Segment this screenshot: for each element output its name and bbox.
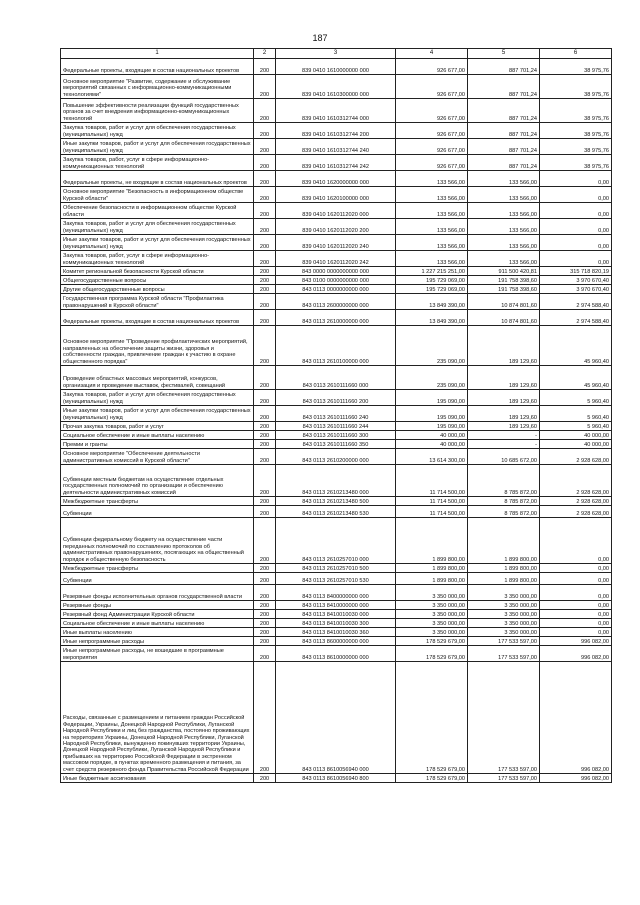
table-row	[61, 774, 612, 783]
row-unexecuted-amount: 996 082,00	[540, 646, 612, 662]
table-row	[61, 171, 612, 187]
row-unexecuted-amount: 0,00	[540, 171, 612, 187]
row-admin-code: 200	[254, 310, 276, 326]
row-admin-code: 200	[254, 564, 276, 573]
row-executed-amount: 191 758 398,60	[468, 285, 540, 294]
row-executed-amount: 133 566,00	[468, 187, 540, 203]
row-admin-code: 200	[254, 203, 276, 219]
row-executed-amount: 8 785 872,00	[468, 497, 540, 506]
table-row	[61, 440, 612, 449]
table-row	[61, 518, 612, 564]
column-header: 5	[468, 49, 540, 59]
column-header: 4	[396, 49, 468, 59]
row-budget-code: 843 0113 2610111660 200	[276, 390, 396, 406]
row-executed-amount: 8 785 872,00	[468, 465, 540, 497]
row-name: Закупка товаров, работ, услуг в сфере информационно-коммуникационных технологий	[61, 155, 254, 171]
row-executed-amount: 189 129,60	[468, 406, 540, 422]
row-budget-code: 843 0113 8610056940 800	[276, 774, 396, 783]
row-executed-amount: 133 566,00	[468, 203, 540, 219]
row-executed-amount: -	[468, 440, 540, 449]
row-approved-amount: 1 227 215 251,00	[396, 267, 468, 276]
row-unexecuted-amount: 2 974 588,40	[540, 310, 612, 326]
row-unexecuted-amount: 996 082,00	[540, 662, 612, 774]
row-budget-code: 843 0113 2610100000 000	[276, 326, 396, 366]
row-unexecuted-amount: 0,00	[540, 564, 612, 573]
row-executed-amount: 3 350 000,00	[468, 585, 540, 601]
row-budget-code: 843 0113 8610056940 000	[276, 662, 396, 774]
row-unexecuted-amount: 996 082,00	[540, 637, 612, 646]
row-executed-amount: 887 701,24	[468, 123, 540, 139]
row-name: Проведение областных массовых мероприятий, конкурсов, организация и проведение выставок, фестивалей, совещаний	[61, 366, 254, 390]
row-budget-code: 843 0113 2610111660 244	[276, 422, 396, 431]
row-unexecuted-amount: 996 082,00	[540, 774, 612, 783]
table-row	[61, 123, 612, 139]
row-admin-code: 200	[254, 506, 276, 518]
row-executed-amount: 887 701,24	[468, 139, 540, 155]
row-executed-amount: 189 129,60	[468, 390, 540, 406]
row-budget-code: 843 0113 2610213480 530	[276, 506, 396, 518]
row-budget-code: 843 0113 8610000000 000	[276, 646, 396, 662]
table-row	[61, 465, 612, 497]
row-name: Основное мероприятие "Развитие, содержание и обслуживание мероприятий связанных с информационно-коммуникационными технологиями"	[61, 75, 254, 99]
table-row	[61, 310, 612, 326]
page-number: 187	[312, 33, 328, 43]
row-unexecuted-amount: 0,00	[540, 573, 612, 585]
row-admin-code: 200	[254, 171, 276, 187]
row-executed-amount: 133 566,00	[468, 171, 540, 187]
row-admin-code: 200	[254, 285, 276, 294]
row-admin-code: 200	[254, 276, 276, 285]
row-budget-code: 839 0410 1620112020 242	[276, 251, 396, 267]
row-admin-code: 200	[254, 431, 276, 440]
row-unexecuted-amount: 2 928 628,00	[540, 465, 612, 497]
row-approved-amount: 195 729 069,00	[396, 276, 468, 285]
table-row	[61, 276, 612, 285]
row-name: Комитет региональной безопасности Курской области	[61, 267, 254, 276]
table-row	[61, 573, 612, 585]
table-row	[61, 59, 612, 75]
row-executed-amount: 10 685 672,00	[468, 449, 540, 465]
row-budget-code: 843 0113 8600000000 000	[276, 637, 396, 646]
table-row	[61, 155, 612, 171]
table-row	[61, 99, 612, 123]
table-row	[61, 646, 612, 662]
row-name: Субвенции	[61, 506, 254, 518]
row-name: Основное мероприятие "Безопасность в информационном обществе Курской области"	[61, 187, 254, 203]
row-executed-amount: 3 350 000,00	[468, 619, 540, 628]
row-name: Межбюджетные трансферты	[61, 564, 254, 573]
row-admin-code: 200	[254, 139, 276, 155]
row-approved-amount: 1 899 800,00	[396, 573, 468, 585]
row-name: Социальное обеспечение и иные выплаты населению	[61, 431, 254, 440]
table-row	[61, 294, 612, 310]
row-executed-amount: 887 701,24	[468, 99, 540, 123]
row-budget-code: 839 0410 1610312744 240	[276, 139, 396, 155]
row-admin-code: 200	[254, 187, 276, 203]
row-unexecuted-amount: 5 960,40	[540, 390, 612, 406]
row-name: Иные непрограммные расходы, не вошедшие в программные мероприятия	[61, 646, 254, 662]
row-budget-code: 843 0113 0000000000 000	[276, 285, 396, 294]
row-budget-code: 843 0113 2610200000 000	[276, 449, 396, 465]
row-admin-code: 200	[254, 123, 276, 139]
row-approved-amount: 13 849 390,00	[396, 310, 468, 326]
row-name: Иные закупки товаров, работ и услуг для обеспечения государственных (муниципальных) нужд	[61, 406, 254, 422]
row-name: Резервный фонд Администрации Курской области	[61, 610, 254, 619]
column-header: 2	[254, 49, 276, 59]
row-executed-amount: 3 350 000,00	[468, 610, 540, 619]
row-name: Закупка товаров, работ и услуг для обеспечения государственных (муниципальных) нужд	[61, 390, 254, 406]
row-name: Основное мероприятие "Проведение профилактических мероприятий, направленных на обеспечение защиты жизни, здоровья и собственности граждан, привлечение граждан к участию в охране общественного порядка"	[61, 326, 254, 366]
table-row	[61, 422, 612, 431]
row-budget-code: 843 0113 8410010030 300	[276, 619, 396, 628]
row-approved-amount: 926 677,00	[396, 123, 468, 139]
row-name: Субвенции	[61, 573, 254, 585]
table-row	[61, 449, 612, 465]
row-admin-code: 200	[254, 294, 276, 310]
row-approved-amount: 133 566,00	[396, 235, 468, 251]
row-unexecuted-amount: 38 975,76	[540, 123, 612, 139]
row-unexecuted-amount: 0,00	[540, 219, 612, 235]
row-budget-code: 843 0113 2610000000 000	[276, 310, 396, 326]
row-executed-amount: 8 785 872,00	[468, 506, 540, 518]
row-budget-code: 843 0000 0000000000 000	[276, 267, 396, 276]
row-budget-code: 839 0410 1610312744 000	[276, 99, 396, 123]
row-unexecuted-amount: 0,00	[540, 601, 612, 610]
row-admin-code: 200	[254, 662, 276, 774]
row-approved-amount: 1 899 800,00	[396, 564, 468, 573]
table-row	[61, 662, 612, 774]
row-name: Обеспечение безопасности в информационном обществе Курской области	[61, 203, 254, 219]
row-name: Федеральные проекты, не входящие в состав национальных проектов	[61, 171, 254, 187]
row-approved-amount: 235 090,00	[396, 366, 468, 390]
row-budget-code: 843 0113 8410010030 360	[276, 628, 396, 637]
column-header: 1	[61, 49, 254, 59]
row-approved-amount: 926 677,00	[396, 99, 468, 123]
row-name: Общегосударственные вопросы	[61, 276, 254, 285]
table-row	[61, 203, 612, 219]
row-name: Иные бюджетные ассигнования	[61, 774, 254, 783]
table-row	[61, 564, 612, 573]
row-admin-code: 200	[254, 422, 276, 431]
row-unexecuted-amount: 2 928 628,00	[540, 497, 612, 506]
table-row	[61, 366, 612, 390]
table-row	[61, 75, 612, 99]
row-name: Государственная программа Курской области "Профилактика правонарушений в Курской области"	[61, 294, 254, 310]
table-row	[61, 610, 612, 619]
row-name: Прочая закупка товаров, работ и услуг	[61, 422, 254, 431]
row-name: Расходы, связанные с размещением и питанием граждан Российской Федерации, Украины, Донецкой Народной Республики, Луганской Народной Республики и лиц без гражданства, постоянно проживающих на территориях Украины, Донецкой Народной Республики, Луганской Народной Республики, вынужденно покинувших территории Украины, Донецкой Народной Республики, Луганской Народной Республики и прибывших на территорию Российской Федерации в экстренном массовом порядке, в пунктах временного размещения и питания, за счет средств резервного фонда Правительства Российской Федерации	[61, 662, 254, 774]
row-approved-amount: 178 529 679,00	[396, 637, 468, 646]
row-budget-code: 839 0410 1620112020 240	[276, 235, 396, 251]
row-executed-amount: 3 350 000,00	[468, 601, 540, 610]
row-unexecuted-amount: 315 718 820,19	[540, 267, 612, 276]
row-admin-code: 200	[254, 497, 276, 506]
row-executed-amount: 177 533 597,00	[468, 774, 540, 783]
row-approved-amount: 3 350 000,00	[396, 601, 468, 610]
row-executed-amount: 189 129,60	[468, 422, 540, 431]
table-row	[61, 219, 612, 235]
row-name: Субвенции федеральному бюджету на осуществление части переданных полномочий по составлению протоколов об административных правонарушениях, посягающих на общественный порядок и общественную безопасность	[61, 518, 254, 564]
row-budget-code: 843 0113 8410010030 000	[276, 610, 396, 619]
row-approved-amount: 11 714 500,00	[396, 465, 468, 497]
row-budget-code: 843 0113 2610257010 530	[276, 573, 396, 585]
table-row	[61, 619, 612, 628]
row-unexecuted-amount: 0,00	[540, 187, 612, 203]
row-admin-code: 200	[254, 440, 276, 449]
row-executed-amount: -	[468, 431, 540, 440]
row-unexecuted-amount: 45 960,40	[540, 326, 612, 366]
row-executed-amount: 911 500 420,81	[468, 267, 540, 276]
table-row	[61, 251, 612, 267]
row-unexecuted-amount: 2 974 588,40	[540, 294, 612, 310]
row-admin-code: 200	[254, 75, 276, 99]
row-executed-amount: 191 758 398,60	[468, 276, 540, 285]
row-executed-amount: 189 129,60	[468, 326, 540, 366]
table-row	[61, 285, 612, 294]
row-executed-amount: 887 701,24	[468, 75, 540, 99]
row-admin-code: 200	[254, 610, 276, 619]
row-name: Повышение эффективности реализации функций государственных органов за счет внедрения информационно-коммуникационных технологий	[61, 99, 254, 123]
row-unexecuted-amount: 45 960,40	[540, 366, 612, 390]
row-unexecuted-amount: 38 975,76	[540, 99, 612, 123]
row-admin-code: 200	[254, 518, 276, 564]
row-name: Резервные фонды исполнительных органов государственной власти	[61, 585, 254, 601]
table-row	[61, 637, 612, 646]
row-name: Иные закупки товаров, работ и услуг для обеспечения государственных (муниципальных) нужд	[61, 139, 254, 155]
row-admin-code: 200	[254, 449, 276, 465]
table-row	[61, 139, 612, 155]
row-admin-code: 200	[254, 646, 276, 662]
row-unexecuted-amount: 0,00	[540, 619, 612, 628]
row-budget-code: 843 0113 2610257010 500	[276, 564, 396, 573]
table-row	[61, 406, 612, 422]
row-budget-code: 843 0113 2610213480 500	[276, 497, 396, 506]
row-name: Премии и гранты	[61, 440, 254, 449]
row-budget-code: 839 0410 1610312744 200	[276, 123, 396, 139]
table-row	[61, 235, 612, 251]
row-unexecuted-amount: 5 960,40	[540, 406, 612, 422]
table-row	[61, 390, 612, 406]
row-admin-code: 200	[254, 267, 276, 276]
row-executed-amount: 3 350 000,00	[468, 628, 540, 637]
row-admin-code: 200	[254, 326, 276, 366]
row-admin-code: 200	[254, 406, 276, 422]
row-budget-code: 843 0113 2610213480 000	[276, 465, 396, 497]
row-approved-amount: 11 714 500,00	[396, 497, 468, 506]
row-name: Федеральные проекты, входящие в состав национальных проектов	[61, 59, 254, 75]
row-approved-amount: 195 090,00	[396, 390, 468, 406]
row-approved-amount: 3 350 000,00	[396, 619, 468, 628]
row-approved-amount: 133 566,00	[396, 203, 468, 219]
row-unexecuted-amount: 0,00	[540, 235, 612, 251]
row-unexecuted-amount: 0,00	[540, 203, 612, 219]
row-budget-code: 839 0410 1620000000 000	[276, 171, 396, 187]
row-unexecuted-amount: 40 000,00	[540, 440, 612, 449]
row-admin-code: 200	[254, 465, 276, 497]
row-budget-code: 843 0113 8400000000 000	[276, 585, 396, 601]
row-executed-amount: 133 566,00	[468, 219, 540, 235]
row-approved-amount: 926 677,00	[396, 139, 468, 155]
row-admin-code: 200	[254, 235, 276, 251]
row-unexecuted-amount: 38 975,76	[540, 59, 612, 75]
row-name: Федеральные проекты, входящие в состав национальных проектов	[61, 310, 254, 326]
row-unexecuted-amount: 40 000,00	[540, 431, 612, 440]
row-unexecuted-amount: 0,00	[540, 518, 612, 564]
table-body	[61, 59, 612, 783]
table-row	[61, 506, 612, 518]
row-executed-amount: 1 899 800,00	[468, 573, 540, 585]
row-unexecuted-amount: 38 975,76	[540, 75, 612, 99]
row-admin-code: 200	[254, 619, 276, 628]
row-budget-code: 843 0113 2610111660 300	[276, 431, 396, 440]
row-name: Субвенции местным бюджетам на осуществление отдельных государственных полномочий по организации и обеспечению деятельности административных комиссий	[61, 465, 254, 497]
row-executed-amount: 177 533 597,00	[468, 646, 540, 662]
row-executed-amount: 177 533 597,00	[468, 637, 540, 646]
row-executed-amount: 10 874 801,60	[468, 294, 540, 310]
row-approved-amount: 133 566,00	[396, 171, 468, 187]
row-unexecuted-amount: 2 928 628,00	[540, 449, 612, 465]
row-approved-amount: 235 090,00	[396, 326, 468, 366]
row-budget-code: 843 0100 0000000000 000	[276, 276, 396, 285]
row-unexecuted-amount: 3 970 670,40	[540, 276, 612, 285]
row-budget-code: 839 0410 1620112020 200	[276, 219, 396, 235]
row-approved-amount: 178 529 679,00	[396, 662, 468, 774]
row-budget-code: 843 0113 8410000000 000	[276, 601, 396, 610]
row-budget-code: 839 0410 1610300000 000	[276, 75, 396, 99]
row-name: Иные выплаты населению	[61, 628, 254, 637]
row-admin-code: 200	[254, 637, 276, 646]
row-unexecuted-amount: 38 975,76	[540, 139, 612, 155]
row-name: Другие общегосударственные вопросы	[61, 285, 254, 294]
row-approved-amount: 13 849 390,00	[396, 294, 468, 310]
row-unexecuted-amount: 0,00	[540, 251, 612, 267]
row-budget-code: 839 0410 1610000000 000	[276, 59, 396, 75]
row-approved-amount: 195 090,00	[396, 422, 468, 431]
row-executed-amount: 1 899 800,00	[468, 518, 540, 564]
table-row	[61, 431, 612, 440]
budget-table	[60, 48, 612, 783]
row-budget-code: 843 0113 2610257010 000	[276, 518, 396, 564]
row-approved-amount: 926 677,00	[396, 75, 468, 99]
row-admin-code: 200	[254, 219, 276, 235]
row-budget-code: 843 0113 2610111660 000	[276, 366, 396, 390]
row-approved-amount: 195 729 069,00	[396, 285, 468, 294]
row-budget-code: 839 0410 1620100000 000	[276, 187, 396, 203]
row-admin-code: 200	[254, 585, 276, 601]
table-row	[61, 326, 612, 366]
row-admin-code: 200	[254, 774, 276, 783]
row-approved-amount: 133 566,00	[396, 251, 468, 267]
row-approved-amount: 3 350 000,00	[396, 610, 468, 619]
row-budget-code: 839 0410 1610312744 242	[276, 155, 396, 171]
row-name: Закупка товаров, работ, услуг в сфере информационно-коммуникационных технологий	[61, 251, 254, 267]
row-executed-amount: 177 533 597,00	[468, 662, 540, 774]
row-executed-amount: 189 129,60	[468, 366, 540, 390]
row-executed-amount: 10 874 801,60	[468, 310, 540, 326]
column-header: 3	[276, 49, 396, 59]
table-row	[61, 628, 612, 637]
row-name: Иные непрограммные расходы	[61, 637, 254, 646]
column-number-row	[61, 49, 612, 59]
row-admin-code: 200	[254, 573, 276, 585]
row-admin-code: 200	[254, 251, 276, 267]
row-executed-amount: 887 701,24	[468, 155, 540, 171]
row-name: Иные закупки товаров, работ и услуг для обеспечения государственных (муниципальных) нужд	[61, 235, 254, 251]
row-approved-amount: 926 677,00	[396, 59, 468, 75]
row-unexecuted-amount: 38 975,76	[540, 155, 612, 171]
row-admin-code: 200	[254, 628, 276, 637]
row-name: Социальное обеспечение и иные выплаты населению	[61, 619, 254, 628]
row-admin-code: 200	[254, 390, 276, 406]
row-approved-amount: 133 566,00	[396, 219, 468, 235]
row-approved-amount: 3 350 000,00	[396, 628, 468, 637]
row-approved-amount: 133 566,00	[396, 187, 468, 203]
row-admin-code: 200	[254, 59, 276, 75]
row-unexecuted-amount: 0,00	[540, 585, 612, 601]
row-admin-code: 200	[254, 99, 276, 123]
row-unexecuted-amount: 0,00	[540, 610, 612, 619]
row-admin-code: 200	[254, 155, 276, 171]
row-unexecuted-amount: 0,00	[540, 628, 612, 637]
row-approved-amount: 195 090,00	[396, 406, 468, 422]
row-name: Резервные фонды	[61, 601, 254, 610]
row-budget-code: 843 0113 2610111660 240	[276, 406, 396, 422]
row-admin-code: 200	[254, 366, 276, 390]
row-approved-amount: 178 529 679,00	[396, 646, 468, 662]
row-executed-amount: 133 566,00	[468, 235, 540, 251]
row-approved-amount: 1 899 800,00	[396, 518, 468, 564]
row-budget-code: 843 0113 2600000000 000	[276, 294, 396, 310]
row-approved-amount: 11 714 500,00	[396, 506, 468, 518]
row-executed-amount: 1 899 800,00	[468, 564, 540, 573]
row-unexecuted-amount: 3 970 670,40	[540, 285, 612, 294]
row-approved-amount: 926 677,00	[396, 155, 468, 171]
row-executed-amount: 887 701,24	[468, 59, 540, 75]
row-approved-amount: 40 000,00	[396, 440, 468, 449]
row-unexecuted-amount: 2 928 628,00	[540, 506, 612, 518]
row-approved-amount: 13 614 300,00	[396, 449, 468, 465]
row-admin-code: 200	[254, 601, 276, 610]
table-row	[61, 497, 612, 506]
row-approved-amount: 178 529 679,00	[396, 774, 468, 783]
row-executed-amount: 133 566,00	[468, 251, 540, 267]
row-unexecuted-amount: 5 960,40	[540, 422, 612, 431]
row-name: Закупка товаров, работ и услуг для обеспечения государственных (муниципальных) нужд	[61, 219, 254, 235]
table-row	[61, 585, 612, 601]
table-row	[61, 187, 612, 203]
table-row	[61, 601, 612, 610]
row-budget-code: 839 0410 1620112020 000	[276, 203, 396, 219]
table-row	[61, 267, 612, 276]
column-header: 6	[540, 49, 612, 59]
row-approved-amount: 3 350 000,00	[396, 585, 468, 601]
row-name: Межбюджетные трансферты	[61, 497, 254, 506]
row-name: Основное мероприятие "Обеспечение деятельности административных комиссий в Курской области"	[61, 449, 254, 465]
row-name: Закупка товаров, работ и услуг для обеспечения государственных (муниципальных) нужд	[61, 123, 254, 139]
row-budget-code: 843 0113 2610111660 350	[276, 440, 396, 449]
row-approved-amount: 40 000,00	[396, 431, 468, 440]
